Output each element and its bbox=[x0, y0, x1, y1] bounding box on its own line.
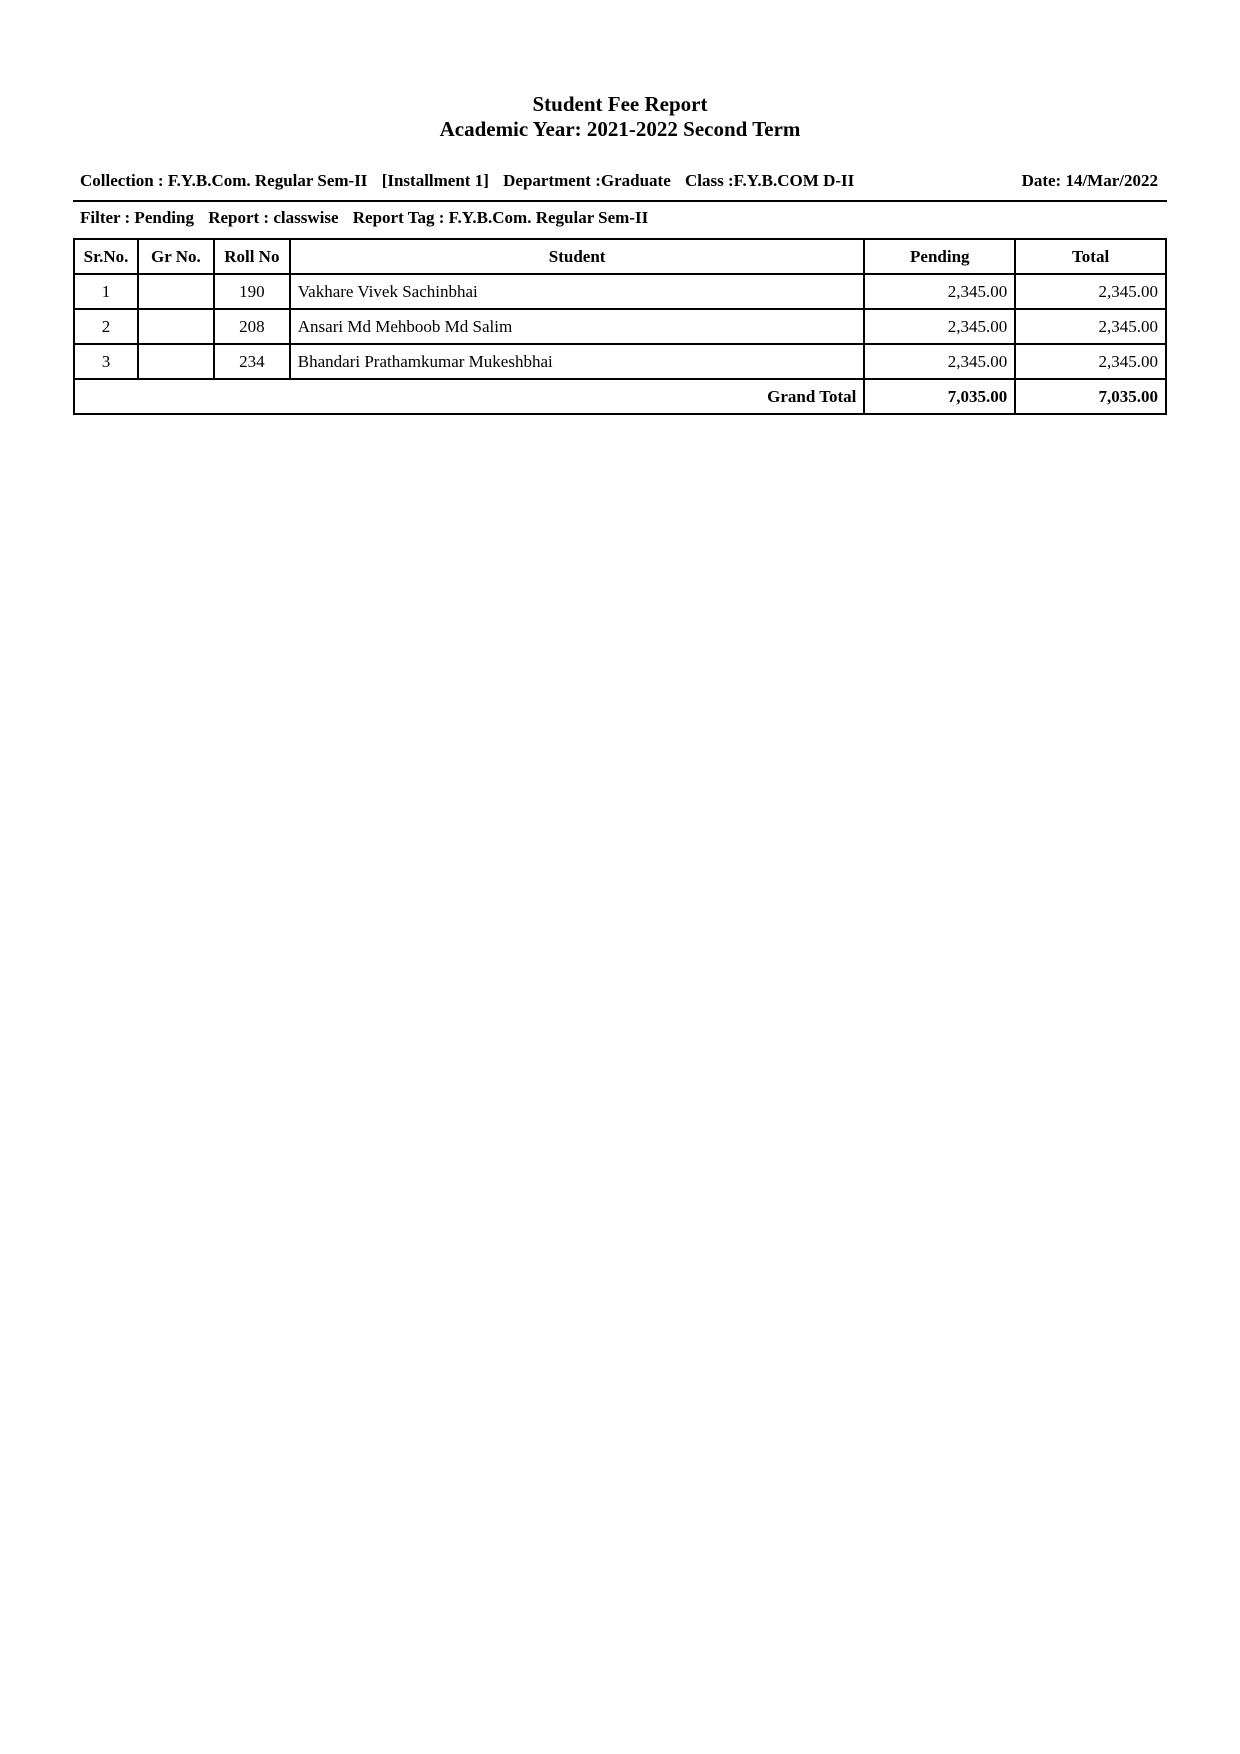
department-label: Department :Graduate bbox=[503, 171, 671, 190]
header-gr-no: Gr No. bbox=[138, 239, 214, 274]
grand-total-total: 7,035.00 bbox=[1015, 379, 1166, 414]
header-student: Student bbox=[290, 239, 865, 274]
report-title: Student Fee Report bbox=[532, 92, 708, 116]
cell-gr-no bbox=[138, 309, 214, 344]
cell-sr-no: 1 bbox=[74, 274, 138, 309]
header-pending: Pending bbox=[864, 239, 1015, 274]
cell-sr-no: 3 bbox=[74, 344, 138, 379]
report-subtitle: Academic Year: 2021-2022 Second Term bbox=[439, 117, 801, 141]
collection-label: Collection : F.Y.B.Com. Regular Sem-II bbox=[80, 171, 368, 190]
cell-student: Vakhare Vivek Sachinbhai bbox=[290, 274, 865, 309]
report-type-label: Report : classwise bbox=[208, 208, 339, 227]
header-sr-no: Sr.No. bbox=[74, 239, 138, 274]
report-date: Date: 14/Mar/2022 bbox=[1021, 171, 1158, 190]
cell-pending: 2,345.00 bbox=[864, 274, 1015, 309]
grand-total-pending: 7,035.00 bbox=[864, 379, 1015, 414]
cell-pending: 2,345.00 bbox=[864, 309, 1015, 344]
cell-gr-no bbox=[138, 274, 214, 309]
report-tag-label: Report Tag : F.Y.B.Com. Regular Sem-II bbox=[352, 208, 649, 227]
table-header-row bbox=[74, 239, 1166, 274]
cell-total: 2,345.00 bbox=[1015, 344, 1166, 379]
header-total: Total bbox=[1015, 239, 1166, 274]
cell-gr-no bbox=[138, 344, 214, 379]
table-row bbox=[74, 274, 1166, 309]
header-roll-no: Roll No bbox=[214, 239, 290, 274]
cell-roll-no: 190 bbox=[214, 274, 290, 309]
cell-roll-no: 208 bbox=[214, 309, 290, 344]
cell-roll-no: 234 bbox=[214, 344, 290, 379]
cell-total: 2,345.00 bbox=[1015, 274, 1166, 309]
cell-student: Bhandari Prathamkumar Mukeshbhai bbox=[290, 344, 865, 379]
collection-info-line bbox=[80, 170, 1150, 192]
table-row bbox=[74, 309, 1166, 344]
grand-total-row bbox=[74, 379, 1166, 414]
filter-info-line bbox=[80, 207, 658, 229]
cell-total: 2,345.00 bbox=[1015, 309, 1166, 344]
filter-label: Filter : Pending bbox=[80, 208, 194, 227]
cell-student: Ansari Md Mehboob Md Salim bbox=[290, 309, 865, 344]
table-row bbox=[74, 344, 1166, 379]
cell-pending: 2,345.00 bbox=[864, 344, 1015, 379]
cell-sr-no: 2 bbox=[74, 309, 138, 344]
fee-table bbox=[73, 238, 1167, 415]
class-label: Class :F.Y.B.COM D-II bbox=[685, 171, 855, 190]
installment-label: [Installment 1] bbox=[381, 171, 489, 190]
grand-total-label: Grand Total bbox=[74, 379, 864, 414]
header-divider bbox=[73, 200, 1167, 202]
